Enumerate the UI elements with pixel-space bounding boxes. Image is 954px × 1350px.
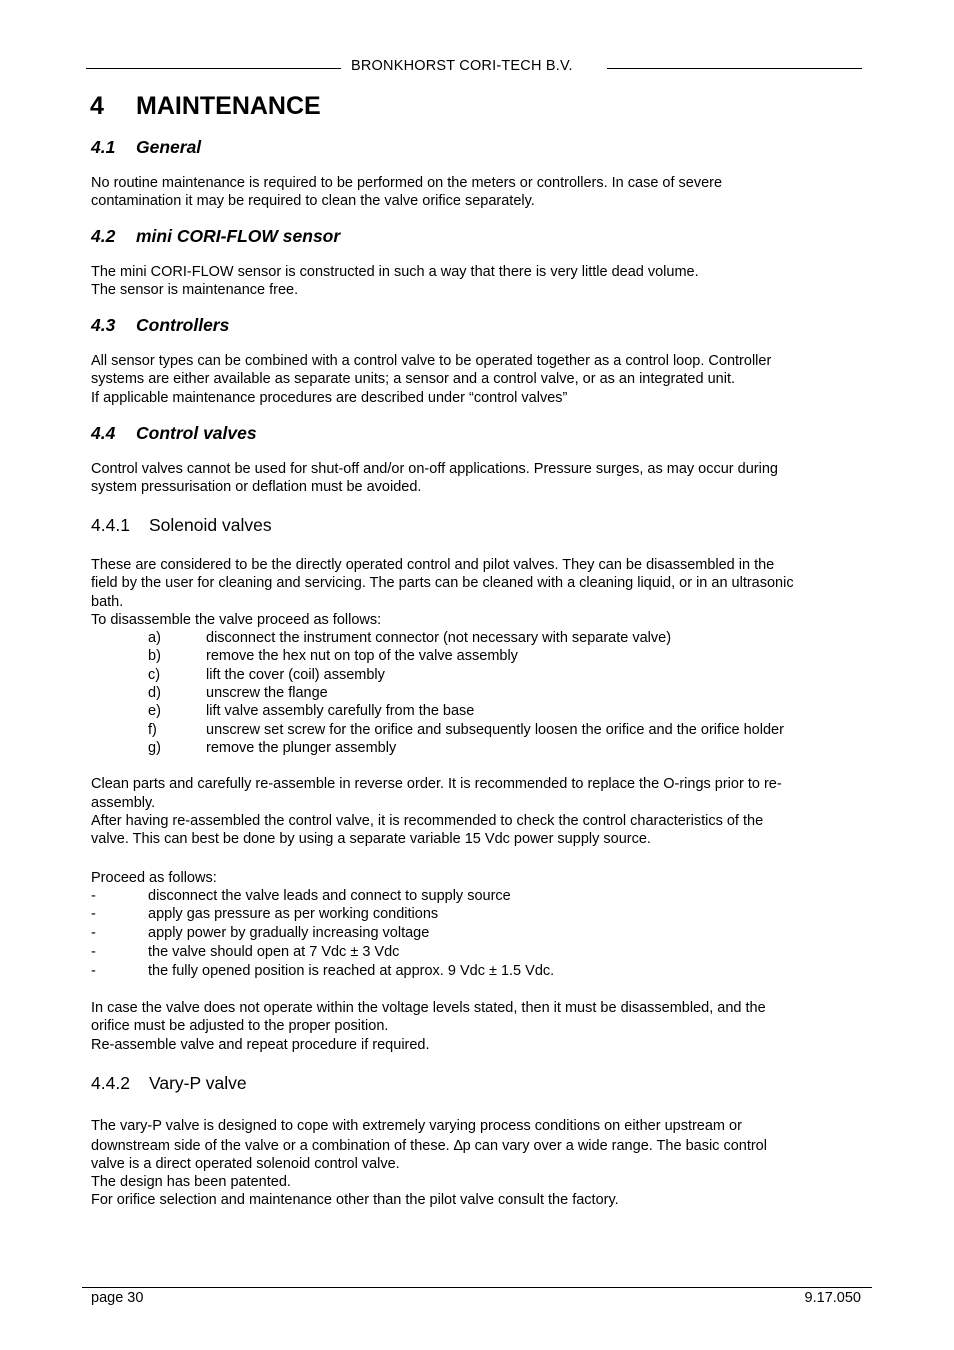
footer-page-number: page 30 [91,1290,144,1306]
paragraph-line: valve. This can best be done by using a separate variable 15 Vdc power supply source. [91,831,651,847]
list-item [148,739,396,757]
chapter-number: 4 [90,92,104,120]
paragraph-line: system pressurisation or deflation must be avoided. [91,479,422,495]
paragraph-line: The design has been patented. [91,1174,291,1190]
list-item [91,962,554,980]
section-title: Solenoid valves [149,515,272,535]
section-number: 4.2 [91,226,116,246]
list-marker: f) [148,722,157,738]
list-item [91,943,399,961]
list-item-text: the valve should open at 7 Vdc ± 3 Vdc [148,944,400,960]
paragraph-line: contamination it may be required to clean the valve orifice separately. [91,193,535,209]
paragraph-line: If applicable maintenance procedures are described under “control valves” [91,390,568,406]
list-marker: c) [148,667,161,683]
section-title: Control valves [136,423,257,443]
paragraph-line: The sensor is maintenance free. [91,282,299,298]
paragraph-line: For orifice selection and maintenance other than the pilot valve consult the factory. [91,1192,619,1208]
list-item-text: the fully opened position is reached at approx. 9 Vdc ± 1.5 Vdc. [148,963,555,979]
header-rule-right [607,68,862,69]
paragraph-line: All sensor types can be combined with a control valve to be operated together as a control loop. Controller [91,353,772,369]
list-marker: - [91,963,96,979]
list-item [148,647,518,665]
section-4-4-1-heading [91,515,272,536]
section-4-3-heading [91,315,229,336]
list-item [148,721,784,739]
section-number: 4.4.1 [91,515,130,535]
header-rule-left [86,68,341,69]
paragraph-line: The vary-P valve is designed to cope with extremely varying process conditions on either upstream or [91,1118,742,1134]
list-marker: - [91,944,96,960]
list-item-text: disconnect the valve leads and connect to supply source [148,888,511,904]
list-item-text: unscrew set screw for the orifice and subsequently loosen the orifice and the orifice holder [206,722,784,738]
section-4-1-heading [91,137,201,158]
footer-rule [82,1287,872,1288]
paragraph-line: No routine maintenance is required to be performed on the meters or controllers. In case of severe [91,175,723,191]
section-number: 4.3 [91,315,116,335]
paragraph-line: valve is a direct operated solenoid control valve. [91,1156,400,1172]
section-number: 4.4.2 [91,1073,130,1093]
list-item-text: remove the plunger assembly [206,740,397,756]
paragraph-line: Clean parts and carefully re-assemble in reverse order. It is recommended to replace the O-rings prior to re- [91,776,782,792]
section-number: 4.1 [91,137,116,157]
footer-document-number: 9.17.050 [804,1290,861,1306]
list-marker: - [91,906,96,922]
paragraph-line: Proceed as follows: [91,870,217,886]
paragraph-line: To disassemble the valve proceed as follows: [91,612,382,628]
list-item [148,629,671,647]
paragraph-line: Re-assemble valve and repeat procedure if required. [91,1037,430,1053]
list-item-text: apply power by gradually increasing voltage [148,925,430,941]
header-company: BRONKHORST CORI-TECH B.V. [351,58,573,74]
paragraph-line: After having re-assembled the control valve, it is recommended to check the control characteristics of the [91,813,764,829]
paragraph-line: assembly. [91,795,156,811]
list-item-text: lift valve assembly carefully from the base [206,703,475,719]
paragraph-line: orifice must be adjusted to the proper position. [91,1018,389,1034]
section-4-4-heading [91,423,257,444]
paragraph-line: Control valves cannot be used for shut-off and/or on-off applications. Pressure surges, as may occur during [91,461,778,477]
section-title: mini CORI-FLOW sensor [136,226,341,246]
list-item [148,702,474,720]
section-number: 4.4 [91,423,116,443]
list-item-text: remove the hex nut on top of the valve assembly [206,648,518,664]
list-marker: g) [148,740,161,756]
section-4-4-2-heading [91,1073,247,1094]
list-marker: b) [148,648,161,664]
chapter-title: MAINTENANCE [136,92,321,120]
list-item [148,666,385,684]
section-title: General [136,137,202,157]
list-marker: - [91,925,96,941]
list-item-text: unscrew the flange [206,685,328,701]
chapter-heading [90,92,321,121]
paragraph-line: systems are either available as separate units; a sensor and a control valve, or as an integrated unit. [91,371,735,387]
paragraph-line: field by the user for cleaning and servicing. The parts can be cleaned with a cleaning liquid, or in an ultrasonic [91,575,794,591]
section-title: Vary-P valve [149,1073,247,1093]
section-4-2-heading [91,226,340,247]
list-item [91,924,429,942]
list-item [91,887,511,905]
paragraph-line: The mini CORI-FLOW sensor is constructed in such a way that there is very little dead volume. [91,264,699,280]
list-marker: d) [148,685,161,701]
paragraph-line: These are considered to be the directly operated control and pilot valves. They can be disassembled in the [91,557,775,573]
list-marker: e) [148,703,161,719]
section-title: Controllers [136,315,230,335]
list-item-text: apply gas pressure as per working conditions [148,906,439,922]
paragraph-line: downstream side of the valve or a combination of these. ∆p can vary over a wide range. The basic control [91,1138,767,1154]
list-item-text: lift the cover (coil) assembly [206,667,385,683]
paragraph-line: In case the valve does not operate within the voltage levels stated, then it must be disassembled, and the [91,1000,766,1016]
list-item [91,905,438,923]
list-marker: - [91,888,96,904]
list-item [148,684,328,702]
paragraph-line: bath. [91,594,124,610]
list-item-text: disconnect the instrument connector (not necessary with separate valve) [206,630,672,646]
list-marker: a) [148,630,161,646]
